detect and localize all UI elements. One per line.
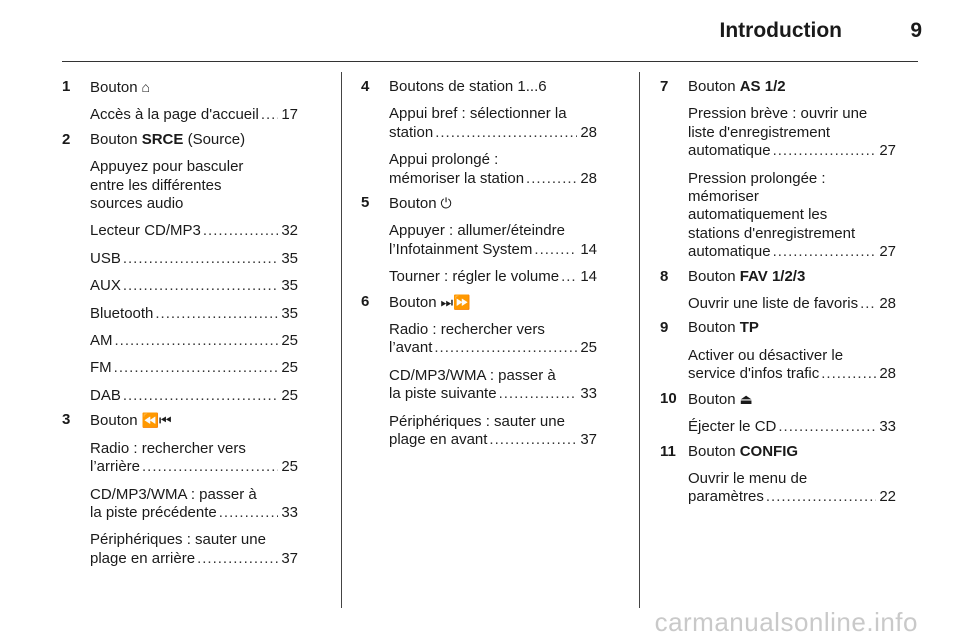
watermark: carmanualsonline.info [654, 607, 918, 637]
legend-item [660, 319, 896, 383]
item-number: 9 [660, 319, 669, 337]
heading-text: Bouton [90, 130, 138, 148]
description-line: mémoriser [688, 188, 759, 206]
page-reference [389, 385, 597, 403]
dot-leader [114, 359, 279, 377]
reference-page: 33 [580, 385, 597, 403]
reference-text: la piste suivante [389, 385, 497, 403]
description-entry [389, 321, 597, 358]
page-reference [90, 305, 298, 323]
description-entry [90, 222, 298, 240]
page-reference [389, 431, 597, 449]
power-icon: ⏻ [440, 195, 452, 212]
reference-page: 27 [879, 142, 896, 160]
button-label: AS 1/2 [739, 78, 786, 95]
description-line: Activer ou désactiver le [688, 346, 844, 364]
dot-leader [778, 418, 876, 436]
reference-page: 28 [580, 169, 597, 187]
legend-item [62, 78, 298, 125]
description-line: Appuyez pour basculer [90, 158, 244, 176]
description-entry [389, 367, 597, 404]
page-reference [90, 458, 298, 476]
reference-page: 25 [281, 386, 298, 404]
reference-page: 33 [879, 418, 896, 436]
item-heading [389, 194, 597, 213]
description-entry [389, 151, 597, 188]
description-line: Périphériques : sauter une [90, 531, 266, 549]
page-reference [688, 295, 896, 313]
item-heading [389, 293, 597, 312]
reference-text: station [389, 123, 434, 141]
item-heading [90, 78, 298, 97]
reference-page: 28 [879, 365, 896, 383]
description-line: liste d'enregistrement [688, 123, 831, 141]
page-reference [389, 241, 597, 259]
description-entry [688, 347, 896, 384]
reference-text: automatique [688, 142, 771, 160]
dot-leader [203, 222, 278, 240]
legend-item [361, 194, 597, 287]
description-line: sources audio [90, 195, 184, 213]
description-entry [389, 105, 597, 142]
description-entry [688, 105, 896, 160]
description-entry [688, 418, 896, 436]
reference-page: 32 [281, 222, 298, 240]
item-number: 7 [660, 78, 669, 95]
description-line: Radio : rechercher vers [90, 439, 246, 457]
header-divider [62, 61, 918, 62]
reference-text: paramètres [688, 488, 764, 506]
reference-text: Tourner : régler le volume [389, 268, 560, 286]
description-entry [688, 470, 896, 507]
eject-icon: ⏏ [739, 390, 753, 407]
reference-text: FM [90, 359, 112, 377]
description-line: stations d'enregistrement [688, 224, 856, 242]
dot-leader [499, 385, 578, 403]
button-label: TP [739, 319, 759, 337]
page-reference [688, 488, 896, 506]
reference-page: 35 [281, 249, 298, 267]
dot-leader [142, 458, 278, 476]
page-reference [90, 277, 298, 295]
item-number: 5 [361, 194, 370, 212]
reference-page: 17 [281, 106, 298, 124]
reference-text: USB [90, 249, 121, 267]
reference-page: 25 [281, 359, 298, 377]
description-line: Périphériques : sauter une [389, 412, 565, 430]
dot-leader [197, 550, 278, 568]
page-reference [90, 359, 298, 377]
description-entry [90, 250, 298, 268]
dot-leader [561, 268, 577, 286]
page-reference [389, 268, 597, 286]
heading-text: Bouton [688, 78, 736, 95]
page-title: Introduction [719, 19, 842, 42]
heading-text: Bouton [688, 267, 736, 285]
description-line: entre les différentes [90, 176, 222, 194]
heading-note: (Source) [187, 130, 246, 148]
reference-page: 14 [580, 268, 597, 286]
item-number: 11 [660, 442, 676, 460]
reference-page: 25 [580, 339, 597, 357]
description-entry [90, 486, 298, 523]
item-number: 4 [361, 78, 370, 95]
description-entry [389, 268, 597, 286]
page-reference [90, 222, 298, 240]
page-reference [688, 418, 896, 436]
item-heading [688, 443, 896, 461]
page-reference [389, 170, 597, 188]
description-line: CD/MP3/WMA : passer à [90, 485, 257, 503]
item-heading [90, 131, 298, 149]
dot-leader [155, 305, 278, 323]
description-line: Appui bref : sélectionner la [389, 105, 567, 123]
description-line: Pression brève : ouvrir une [688, 105, 868, 123]
legend-item [361, 78, 597, 188]
reference-page: 28 [580, 123, 597, 141]
home-icon: ⌂ [141, 79, 151, 95]
dot-leader [434, 339, 577, 357]
item-number: 3 [62, 411, 71, 429]
page-reference [688, 365, 896, 383]
reference-text: DAB [90, 386, 121, 404]
reference-page: 25 [281, 458, 298, 476]
page-reference [90, 106, 298, 124]
reference-text: Ouvrir une liste de favoris [688, 295, 859, 313]
page-reference [389, 339, 597, 357]
dot-leader [123, 277, 278, 295]
heading-text: Bouton [688, 319, 736, 337]
reference-page: 27 [879, 243, 896, 261]
description-entry [90, 387, 298, 405]
item-number: 10 [660, 389, 677, 407]
item-heading [688, 78, 896, 96]
legend-item [660, 268, 896, 314]
page-reference [389, 124, 597, 142]
description-line: Pression prolongée : [688, 169, 826, 187]
reference-text: AM [90, 332, 113, 350]
page-reference [90, 250, 298, 268]
description-line: Appuyer : allumer/éteindre [389, 222, 565, 240]
description-line: automatiquement les [688, 206, 828, 224]
description-entry [688, 170, 896, 262]
description-entry [90, 305, 298, 323]
heading-text: Bouton [389, 195, 437, 213]
reference-page: 37 [580, 431, 597, 449]
heading-text: Boutons de station 1...6 [389, 78, 547, 95]
column-1 [62, 78, 298, 568]
legend-item [361, 293, 597, 450]
reference-text: l’arrière [90, 458, 141, 476]
page-reference [90, 332, 298, 350]
page-reference [688, 243, 896, 261]
description-entry [389, 222, 597, 259]
description-entry [90, 440, 298, 477]
dot-leader [526, 170, 577, 188]
reference-text: plage en avant [389, 431, 488, 449]
reference-text: Bluetooth [90, 304, 154, 322]
reference-text: service d'infos trafic [688, 365, 820, 383]
heading-text: Bouton [90, 79, 138, 96]
item-heading [688, 268, 896, 286]
dot-leader [115, 332, 279, 350]
dot-leader [489, 431, 577, 449]
legend-item [660, 390, 896, 437]
legend-item [660, 443, 896, 507]
reference-page: 25 [281, 332, 298, 350]
item-number: 8 [660, 267, 669, 285]
dot-leader [821, 365, 876, 383]
reference-text: l’avant [389, 339, 433, 357]
reference-text: automatique [688, 243, 771, 261]
reference-page: 14 [580, 240, 597, 258]
page-reference [90, 504, 298, 522]
legend-item [62, 411, 298, 568]
description-line: Ouvrir le menu de [688, 469, 808, 487]
reference-text: AUX [90, 277, 121, 295]
dot-leader [773, 243, 877, 261]
dot-leader [773, 142, 877, 160]
column-divider [639, 72, 640, 608]
reference-text: Accès à la page d'accueil [90, 106, 259, 124]
reference-page: 35 [281, 304, 298, 322]
description-line: Radio : rechercher vers [389, 321, 545, 339]
reference-page: 35 [281, 277, 298, 295]
reference-text: l’Infotainment System [389, 240, 533, 258]
description-entry [90, 158, 298, 213]
page-reference [90, 550, 298, 568]
description-entry [90, 277, 298, 295]
button-label: SRCE [141, 130, 184, 148]
seek-back-icon: ⏪⏮ [141, 412, 172, 429]
column-2 [361, 78, 597, 450]
heading-text: Bouton [688, 390, 736, 408]
dot-leader [766, 488, 876, 506]
item-number: 1 [62, 78, 71, 95]
dot-leader [219, 504, 279, 522]
page-reference [90, 387, 298, 405]
button-label: CONFIG [739, 442, 799, 460]
item-number: 2 [62, 130, 71, 148]
column-divider [341, 72, 342, 608]
dot-leader [123, 250, 278, 268]
dot-leader [435, 124, 577, 142]
heading-text: Bouton [688, 442, 736, 460]
item-heading [90, 411, 298, 430]
description-entry [90, 332, 298, 350]
reference-text: Lecteur CD/MP3 [90, 222, 201, 240]
page-number: 9 [910, 19, 922, 42]
description-line: Appui prolongé : [389, 151, 499, 169]
item-heading [688, 390, 896, 409]
column-3 [660, 78, 896, 507]
reference-page: 33 [281, 503, 298, 521]
reference-text: plage en arrière [90, 549, 196, 567]
legend-item [660, 78, 896, 262]
reference-text: Éjecter le CD [688, 418, 777, 436]
dot-leader [261, 106, 279, 124]
heading-text: Bouton [90, 412, 138, 430]
seek-forward-icon: ⏭⏩ [440, 293, 471, 310]
description-line: CD/MP3/WMA : passer à [389, 366, 556, 384]
reference-page: 22 [879, 488, 896, 506]
description-entry [90, 359, 298, 377]
item-heading [688, 319, 896, 337]
item-heading [389, 78, 597, 96]
dot-leader [123, 387, 278, 405]
reference-page: 28 [879, 295, 896, 313]
reference-page: 37 [281, 549, 298, 567]
button-label: FAV 1/2/3 [739, 267, 806, 285]
dot-leader [860, 295, 876, 313]
description-entry [389, 413, 597, 450]
page-reference [688, 142, 896, 160]
legend-item [62, 131, 298, 405]
reference-text: mémoriser la station [389, 169, 525, 187]
heading-text: Bouton [389, 293, 437, 311]
description-entry [90, 106, 298, 124]
reference-text: la piste précédente [90, 503, 217, 521]
dot-leader [534, 241, 577, 259]
description-entry [688, 295, 896, 313]
description-entry [90, 531, 298, 568]
item-number: 6 [361, 292, 370, 310]
